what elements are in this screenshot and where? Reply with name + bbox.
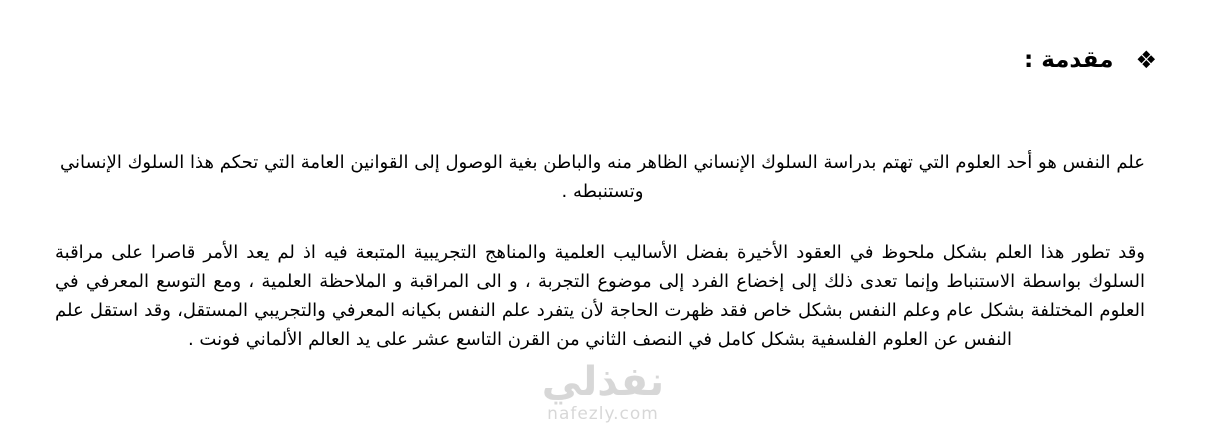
- watermark-logo: نفذلي: [541, 359, 665, 405]
- section-heading: [1024, 46, 1157, 74]
- paragraph-intro: علم النفس هو أحد العلوم التي تهتم بدراسة السلوك الإنساني الظاهر منه والباطن بغية الوصول إلى القوانين العامة التي تحكم هذا السلوك الإنساني وتستنبطه .: [60, 152, 1145, 202]
- watermark: [528, 360, 678, 424]
- heading-title: مقدمة :: [1024, 47, 1114, 73]
- watermark-url: nafezly.com: [547, 404, 659, 424]
- diamond-bullet-icon: ❖: [1135, 46, 1157, 74]
- paragraph-development: وقد تطور هذا العلم بشكل ملحوظ في العقود الأخيرة بفضل الأساليب العلمية والمناهج التجريبية المتبعة فيه اذ لم يعد الأمر قاصرا على مراقبة السلوك بواسطة الاستنباط وإنما تعدى ذلك إلى إخضاع الفرد إلى موضوع التجربة ، و الى المراقبة و الملاحظة العلمية ، ومع التوسع المعرفي في العلوم المختلفة بشكل عام وعلم النفس بشكل خاص فقد ظهرت الحاجة لأن يتفرد علم النفس بكيانه المعرفي والتجريبي المستقل، وقد استقل علم النفس عن العلوم الفلسفية بشكل كامل في النصف الثاني من القرن التاسع عشر على يد العالم الألماني فونت .: [55, 242, 1145, 350]
